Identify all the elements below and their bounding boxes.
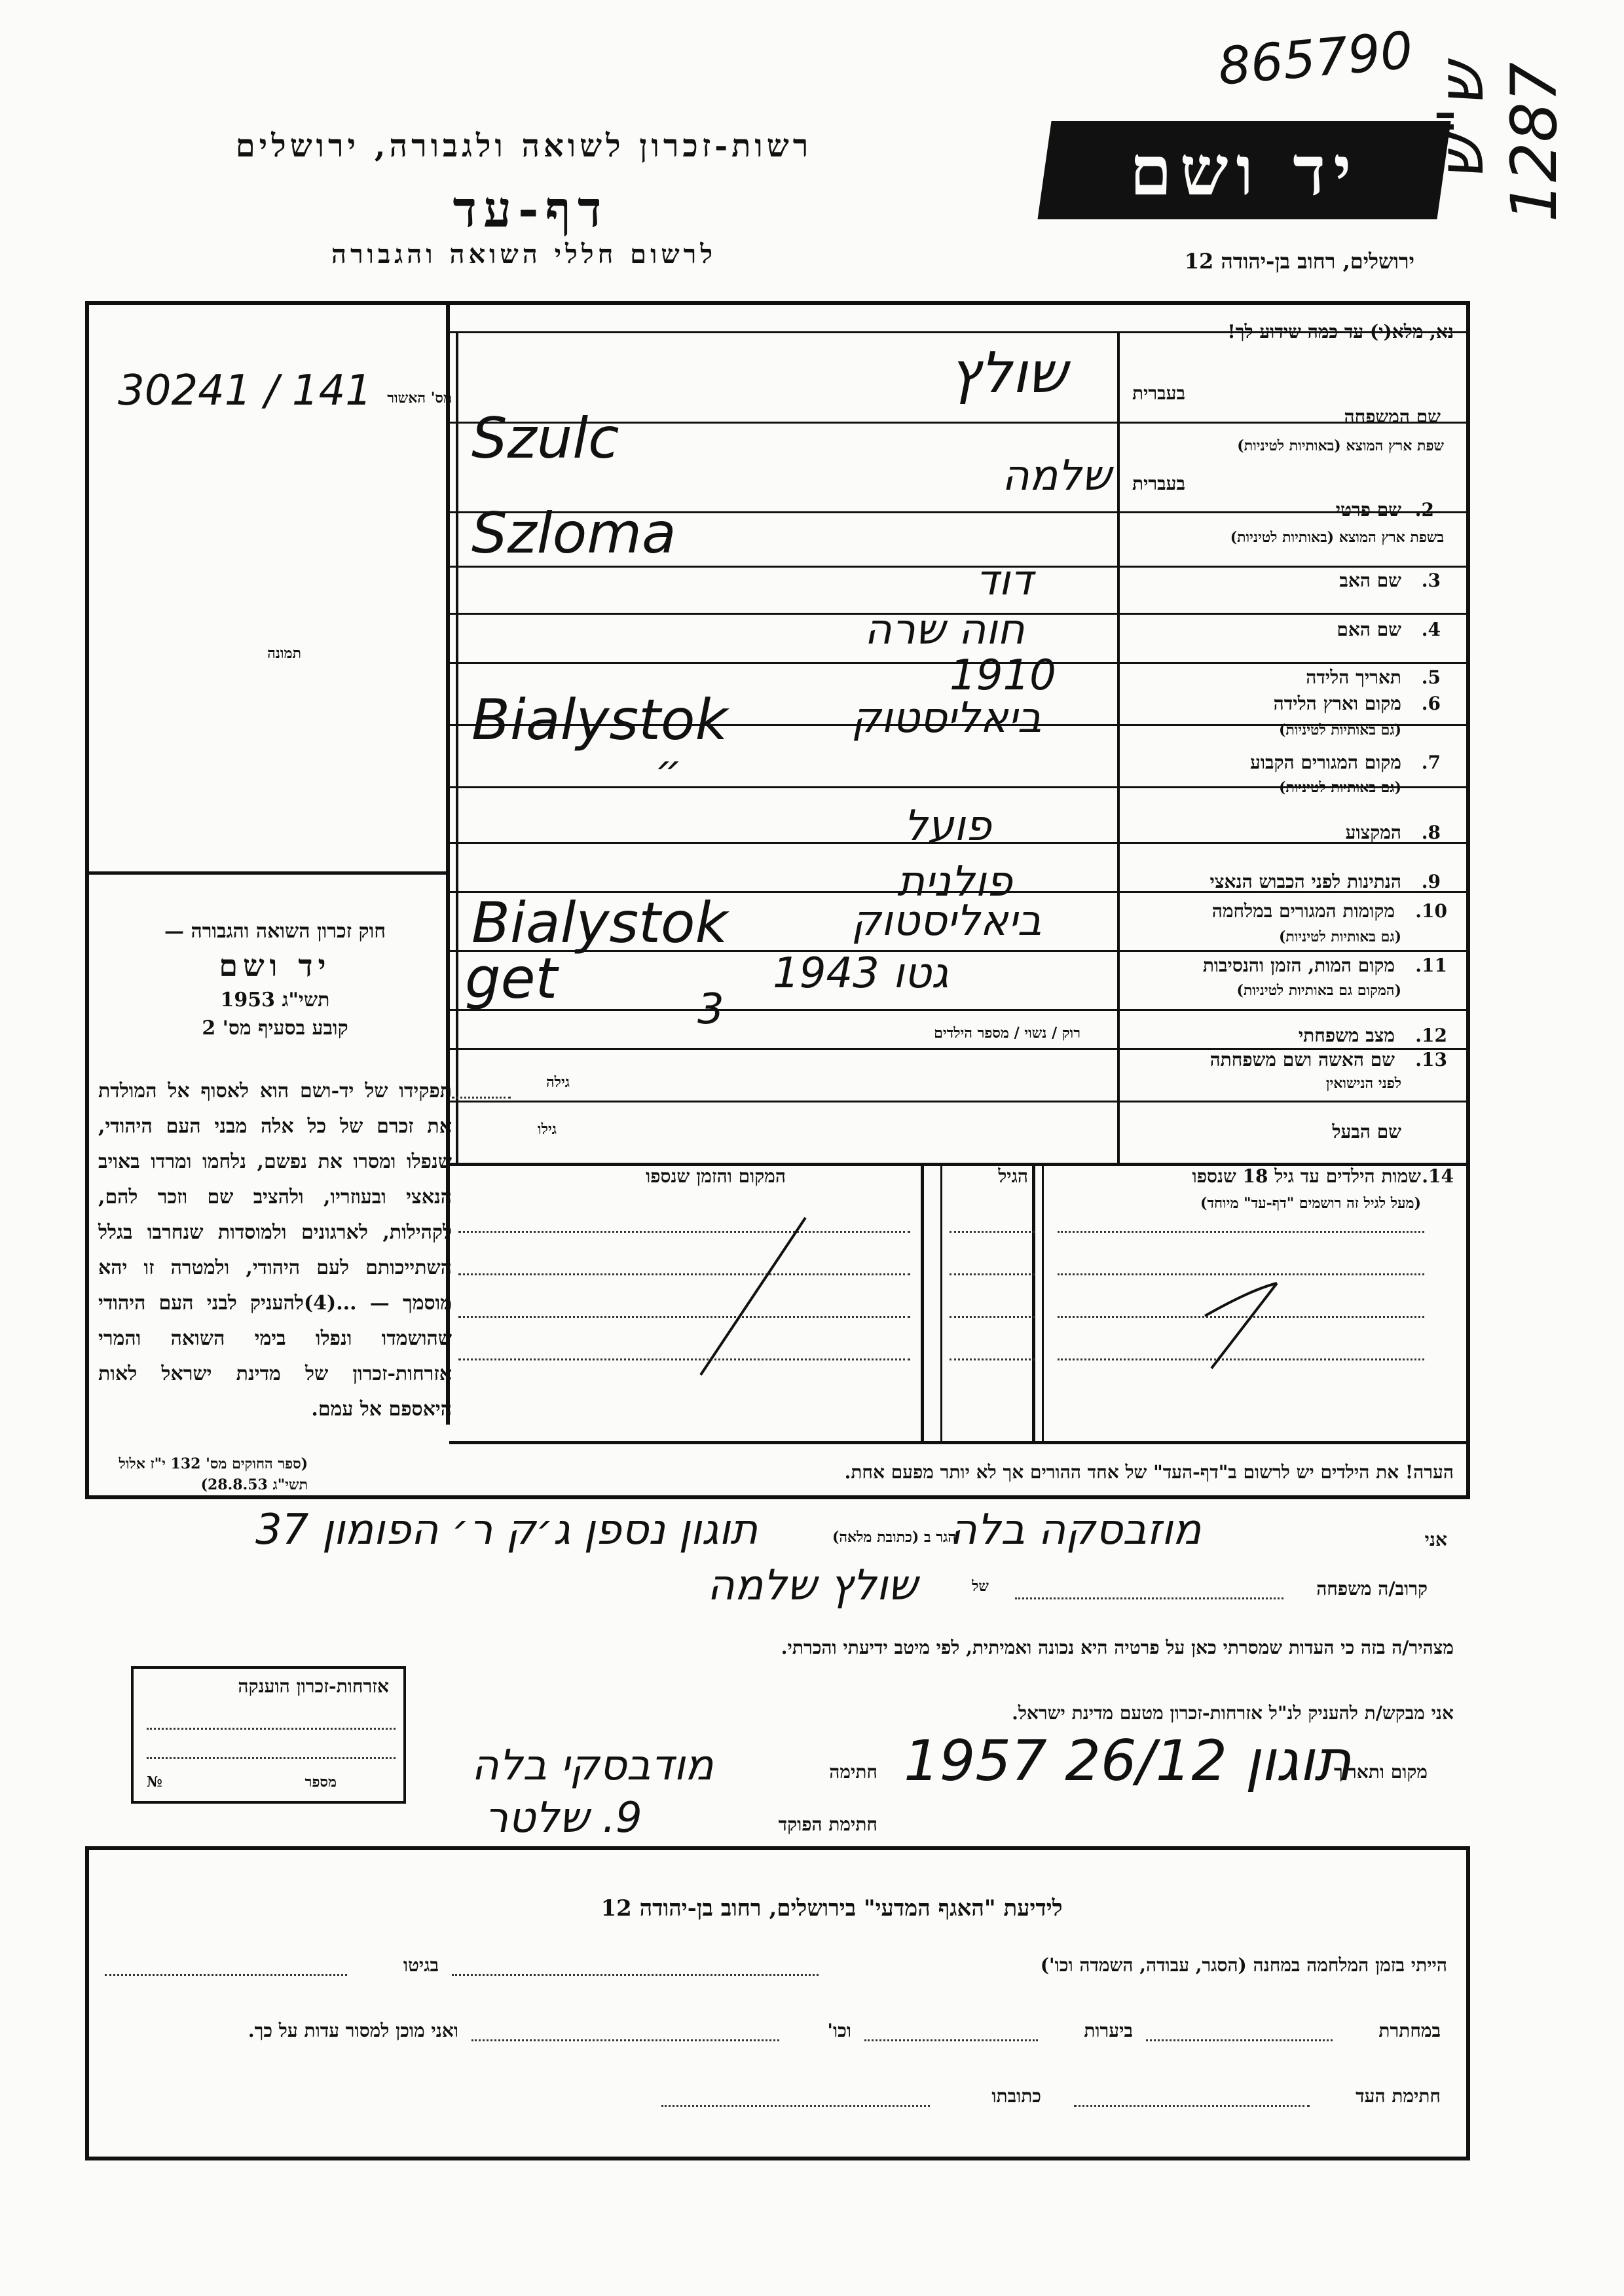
- wife-age-label: גילה: [546, 1074, 570, 1091]
- child-row-1-name: [1058, 1231, 1424, 1233]
- bottom-underground-label: במחתרת: [1378, 2020, 1441, 2041]
- bottom-ghetto-label: בגיטו: [403, 1954, 439, 1976]
- form-subtitle: לרשום חללי השואה והגבורה: [331, 239, 717, 270]
- field-2-note: בשפת ארץ המוצא (באותיות לטיניות): [1230, 529, 1444, 546]
- mother-name: חוה שרה: [864, 606, 1025, 654]
- children-section-label: שמות הילדים עד גיל 18 שנספו: [1192, 1165, 1421, 1187]
- record-number-value: 30241 / 141: [118, 367, 372, 415]
- organization-name: רשות-זכרון לשואה ולגבורה, ירושלים: [235, 128, 813, 164]
- residence-ditto: ״: [655, 746, 682, 795]
- bottom-address-line: [661, 2105, 930, 2107]
- bottom-etc-label: וכו': [827, 2020, 851, 2041]
- occupation: פועל: [904, 802, 991, 850]
- field-11-num: 11.: [1415, 955, 1447, 976]
- relative-label: קרוב/ה משפחה: [1316, 1578, 1428, 1599]
- field-10-note: (גם באותיות לטיניות): [1278, 928, 1401, 945]
- field-9-label: הנתינות לפני הכבוש הנאצי: [1209, 871, 1401, 892]
- field-11-note: (המקום גם באותיות לטיניות): [1236, 982, 1401, 999]
- bottom-section-frame: [85, 1846, 1470, 2160]
- law-body: תפקידו של יד-ושם הוא לאסוף אל המולדת את זכרם של כל אלה מבני העם היהודי, שנפלו ומסרו את נפשם, נלחמו ומרדו באויב הנאצי ובעוזריו, ולהציב שם וזכר להם, לקהילות, לארגונים ולמוסדות שנחרבו בגלל השתייכותם לעם היהודי, ולמטרה זו יהא מוסמך — ...(4)להעניק לבני העם היהודי שהושמדו ונפלו בימי השואה והמרי אזרחות-זכרון של מדינת ישראל לאות היאספם אל עמם.: [98, 1080, 452, 1421]
- officer-signature-value: 9. שלטר: [485, 1794, 642, 1842]
- child-row-1-place: [458, 1231, 910, 1233]
- law-heading-3: תשי"ג 1953: [220, 989, 330, 1011]
- photo-label: תמונה: [267, 645, 301, 662]
- residing-at-label: הגר ב (כתובת מלאה): [832, 1529, 956, 1546]
- children-count: 3: [697, 985, 724, 1034]
- relative-line: [1015, 1597, 1283, 1599]
- wartime-residence-latin: Bialystok: [471, 890, 728, 956]
- children-place-dash-mark: [688, 1211, 832, 1388]
- bottom-witness-signature-line: [1074, 2105, 1310, 2107]
- photo-area-bottom: [89, 871, 448, 875]
- memorial-box-no: №: [147, 1774, 162, 1791]
- field-1-label: שם המשפחה: [1344, 406, 1441, 428]
- wife-age-line: [452, 1097, 511, 1099]
- surname-latin: Szulc: [471, 406, 619, 471]
- field-2-num: 2.: [1414, 499, 1434, 520]
- bottom-ready-testify: ואני מוכן למסור עדות על כך.: [248, 2020, 458, 2041]
- remark-text: הערה! את הילדים יש לרשום ב"דף-העד" של אחד ההורים אך לא יותר מפעם אחת.: [844, 1461, 1454, 1483]
- father-name: דוד: [976, 556, 1033, 605]
- law-heading-4: קובע בסעיף מס' 2: [202, 1017, 348, 1040]
- witness-address: תוגון נספן ג׳ק ר׳ הפומון 37: [255, 1506, 758, 1554]
- child-row-3-place: [458, 1316, 910, 1318]
- birthplace-latin: Bialystok: [471, 687, 728, 753]
- field-5-label: תאריך הלידה: [1306, 666, 1401, 688]
- field-5-num: 5.: [1421, 666, 1441, 688]
- child-row-1-age: [950, 1231, 1035, 1233]
- birthplace-hebrew: ביאליסטוק: [851, 694, 1042, 742]
- child-row-2-place: [458, 1273, 910, 1275]
- field-6-num: 6.: [1421, 693, 1441, 714]
- place-date-label: מקום ותאריך: [1333, 1761, 1428, 1783]
- witness-name: מוזבסקה בלה: [950, 1506, 1202, 1554]
- death-place-latin: get: [465, 946, 558, 1011]
- field-3-num: 3.: [1421, 570, 1441, 591]
- decl-ani-label: אני: [1424, 1529, 1447, 1550]
- form-intro: נא, מלא(י) עד כמה שידוע לך!: [1227, 321, 1454, 342]
- children-col-divider: [1032, 1166, 1035, 1441]
- field-11-label: מקום המות, הזמן והנסיבות: [1202, 955, 1395, 976]
- officer-signature-label: חתימת הפוקד: [778, 1813, 877, 1835]
- field-13-num: 13.: [1415, 1049, 1447, 1070]
- signature-value: מודבסקי בלה: [471, 1741, 714, 1790]
- memorial-citizenship-box: [131, 1666, 406, 1804]
- bottom-witness-signature-label: חתימת העד: [1356, 2085, 1441, 2107]
- field-12-options: רוק / נשוי / מספר הילדים: [934, 1025, 1080, 1042]
- field-10-num: 10.: [1415, 900, 1447, 922]
- declaration-request: אני מבקש/ת להעניק לנ"ל אזרחות-זכרון מטעם מדינת ישראל.: [1012, 1702, 1454, 1724]
- field-7-note: (גם באותיות לטיניות): [1278, 779, 1401, 796]
- children-section-note: (מעל לגיל זה רושמים "דף-עד" מיוחד): [1200, 1195, 1421, 1212]
- of-label: של: [972, 1578, 989, 1595]
- relation-value: שולץ שלמה: [707, 1561, 918, 1610]
- law-heading: [98, 920, 452, 1040]
- bottom-forests-label: ביערות: [1084, 2020, 1133, 2041]
- form-title: דף-עד: [452, 180, 608, 238]
- logo-text: יד ושם: [1129, 130, 1359, 211]
- data-column-left-edge: [456, 331, 458, 1163]
- bottom-address-label: כתובתו: [991, 2085, 1041, 2107]
- birth-date: 1910: [950, 651, 1056, 700]
- field-10-label: מקומות המגורים במלחמה: [1211, 900, 1395, 922]
- record-number-label: מס' האשור: [387, 390, 452, 407]
- field-6-label: מקום וארץ הלידה: [1273, 693, 1401, 714]
- place-date-value: תוגון 26/12 1957: [904, 1728, 1352, 1794]
- field-2-heb-label: בעברית: [1132, 473, 1185, 494]
- field-7-num: 7.: [1421, 752, 1441, 773]
- handwritten-number: 865790: [1215, 21, 1416, 97]
- declaration-statement: מצהיר/ה בזה כי העדות שמסרתי כאן על פרטיה היא נכונה ואמיתית, לפי מיטב ידיעתי והכרתי.: [781, 1637, 1454, 1658]
- field-13-note: לפני הנישואין: [1325, 1075, 1401, 1092]
- bottom-title: לידיעת "האגף המדעי" בירושלים, רחוב בן-יהודה 12: [600, 1895, 1063, 1922]
- child-row-4-age: [950, 1358, 1035, 1360]
- child-row-4-place: [458, 1358, 910, 1360]
- law-heading-2: יד ושם: [219, 948, 331, 983]
- memorial-box-line-2: [147, 1757, 396, 1759]
- row-rule: [449, 1101, 1467, 1102]
- death-place-year: גטו 1943: [773, 949, 949, 998]
- bottom-forests-line: [864, 2039, 1038, 2041]
- address-line: ירושלים, רחוב בן-יהודה 12: [1184, 249, 1414, 274]
- children-col-place: המקום והזמן שנספו: [646, 1165, 786, 1187]
- nationality: פולנית: [897, 858, 1012, 906]
- child-row-3-age: [950, 1316, 1035, 1318]
- firstname-hebrew: שלמה: [1002, 452, 1111, 500]
- field-4-num: 4.: [1421, 619, 1441, 640]
- memorial-box-line-1: [147, 1728, 396, 1730]
- field-7-label: מקום המגורים הקבוע: [1250, 752, 1401, 773]
- surname-hebrew: שולץ: [950, 340, 1067, 406]
- firstname-latin: Szloma: [471, 501, 676, 566]
- memorial-box-title: אזרחות-זכרון הוענקה: [238, 1675, 389, 1697]
- children-col-divider: [921, 1166, 924, 1441]
- law-citation: (ספר החוקים מס' 132 י"ז אלול תשי"ג 28.8.53): [119, 1455, 308, 1493]
- children-bottom: [449, 1441, 1467, 1444]
- children-col-age: הגיל: [998, 1165, 1028, 1187]
- field-2-label: שם פרטי: [1335, 499, 1401, 520]
- field-12-label: מצב משפחתי: [1298, 1025, 1395, 1046]
- field-8-num: 8.: [1421, 822, 1441, 843]
- field-6-note: (גם באותיות לטיניות): [1278, 721, 1401, 738]
- children-section-num: 14.: [1422, 1165, 1454, 1187]
- bottom-camp-label: הייתי בזמן המלחמה במחנה (הסגר, עבודה, השמדה וכו'): [1040, 1954, 1447, 1976]
- handwritten-side-note: ש"ש 1287: [1424, 62, 1571, 223]
- yad-vashem-logo: [1037, 121, 1450, 219]
- children-col-divider: [1042, 1166, 1044, 1441]
- field-3-label: שם האב: [1339, 570, 1401, 591]
- field-12-num: 12.: [1415, 1025, 1447, 1046]
- field-husband-label: שם הבעל: [1332, 1121, 1401, 1142]
- children-col-divider: [940, 1166, 942, 1441]
- law-heading-1: חוק זכרון השואה והגבורה —: [164, 920, 386, 943]
- bottom-camp-line: [452, 1974, 819, 1976]
- field-1-note: שפת ארץ המוצא (באותיות לטיניות): [1237, 437, 1444, 454]
- field-9-num: 9.: [1421, 871, 1441, 892]
- label-column-divider: [1117, 331, 1120, 1163]
- field-8-label: המקצוע: [1345, 822, 1401, 843]
- husband-age-label: גילו: [538, 1121, 557, 1138]
- signature-label: חתימה: [829, 1761, 877, 1783]
- wartime-residence-hebrew: ביאליסטוק: [851, 897, 1042, 945]
- memorial-box-number-label: מספר: [304, 1774, 337, 1791]
- field-1-heb-label: בעברית: [1132, 382, 1185, 404]
- children-name-dash-mark: [1198, 1244, 1290, 1375]
- field-4-label: שם האם: [1337, 619, 1401, 640]
- bottom-etc-line: [471, 2039, 779, 2041]
- field-13-label: שם האשה ושם משפחתה: [1209, 1049, 1395, 1070]
- child-row-2-age: [950, 1273, 1035, 1275]
- row-rule: [449, 1009, 1467, 1011]
- bottom-ghetto-line: [105, 1974, 347, 1976]
- bottom-underground-line: [1146, 2039, 1333, 2041]
